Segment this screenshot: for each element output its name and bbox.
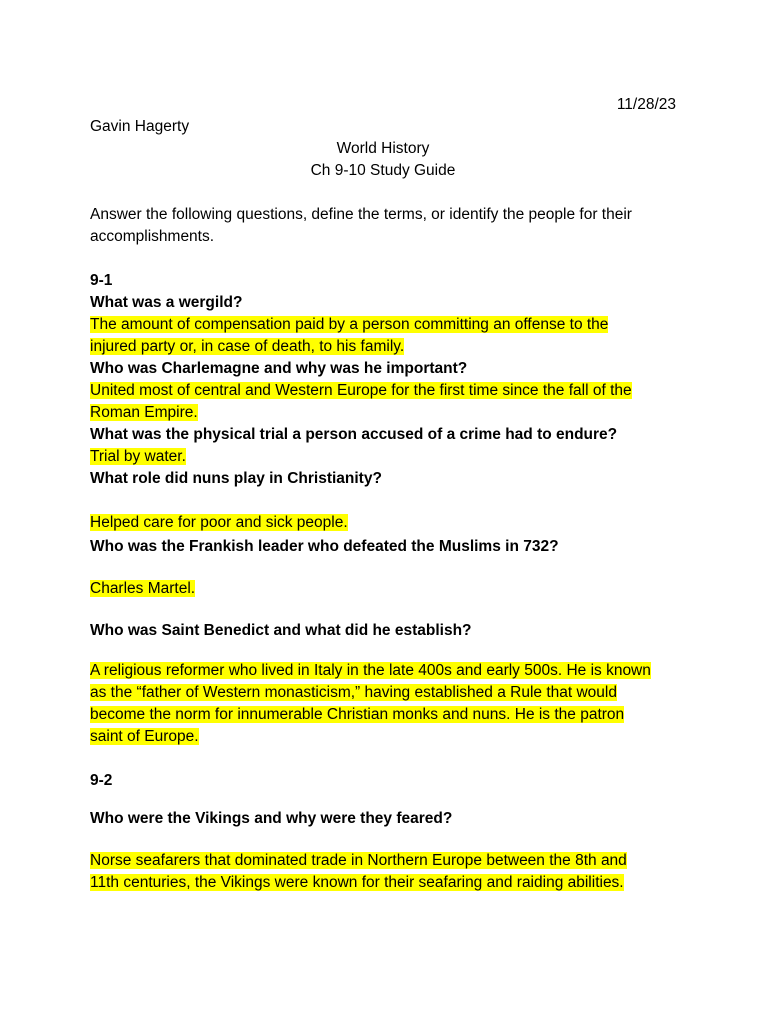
question-physical-trial: What was the physical trial a person accused of a crime had to endure? xyxy=(90,426,618,443)
section-heading-9-2: 9-2 xyxy=(90,772,113,789)
question-saint-benedict: Who was Saint Benedict and what did he establish? xyxy=(90,622,472,639)
answer-physical-trial: Trial by water. xyxy=(90,448,186,465)
question-charlemagne: Who was Charlemagne and why was he important? xyxy=(90,360,468,377)
answer-wergild-line-2: injured party or, in case of death, to his family. xyxy=(90,338,405,355)
instructions-line-2: accomplishments. xyxy=(90,228,215,245)
student-name: Gavin Hagerty xyxy=(90,118,190,135)
answer-frankish-leader: Charles Martel. xyxy=(90,580,196,597)
question-nuns: What role did nuns play in Christianity? xyxy=(90,470,382,487)
answer-saint-benedict-line-4: saint of Europe. xyxy=(90,728,199,745)
answer-saint-benedict-line-2: as the “father of Western monasticism,” having established a Rule that would xyxy=(90,684,617,701)
course-title: World History xyxy=(336,140,430,157)
date: 11/28/23 xyxy=(616,96,676,113)
answer-vikings-line-1: Norse seafarers that dominated trade in Northern Europe between the 8th and xyxy=(90,852,627,869)
instructions-line-1: Answer the following questions, define the terms, or identify the people for their xyxy=(90,206,632,223)
question-vikings: Who were the Vikings and why were they feared? xyxy=(90,810,453,827)
answer-nuns: Helped care for poor and sick people. xyxy=(90,514,348,531)
document-title: Ch 9-10 Study Guide xyxy=(310,162,456,179)
section-heading-9-1: 9-1 xyxy=(90,272,113,289)
answer-charlemagne-line-2: Roman Empire. xyxy=(90,404,198,421)
question-frankish-leader: Who was the Frankish leader who defeated the Muslims in 732? xyxy=(90,538,559,555)
answer-saint-benedict-line-3: become the norm for innumerable Christian monks and nuns. He is the patron xyxy=(90,706,625,723)
answer-saint-benedict-line-1: A religious reformer who lived in Italy in the late 400s and early 500s. He is known xyxy=(90,662,651,679)
answer-wergild-line-1: The amount of compensation paid by a person committing an offense to the xyxy=(90,316,609,333)
question-wergild: What was a wergild? xyxy=(90,294,243,311)
answer-vikings-line-2: 11th centuries, the Vikings were known for their seafaring and raiding abilities. xyxy=(90,874,624,891)
answer-charlemagne-line-1: United most of central and Western Europe for the first time since the fall of the xyxy=(90,382,632,399)
